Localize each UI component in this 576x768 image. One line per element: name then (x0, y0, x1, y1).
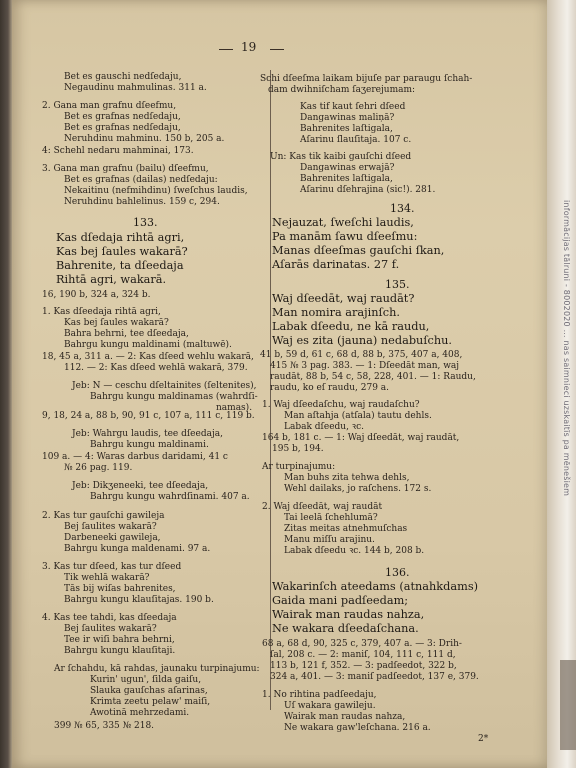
right-text-line: 195 b, 194. (272, 444, 324, 454)
left-text-line: Jeb: N — ceschu dſeltainites (ſeltenites), (72, 381, 257, 391)
left-text-line: Ar ſchahdu, kā rahdas, jaunaku turpinajumu: (54, 664, 260, 674)
left-text-line: Slauka gauſchas aſarinas, (90, 686, 208, 696)
right-text-line: Bahrenites laſtigala, (300, 174, 393, 184)
book-page (12, 0, 547, 768)
left-text-line: 2. Kas tur gauſchi gawileja (42, 511, 165, 521)
right-text-line: 68 a, 68 d, 90, 325 c, 379, 407 a. — 3: Drih- (262, 639, 462, 649)
right-text-line: Manas dſeeſmas gauſchi ſkan, (272, 244, 445, 257)
right-text-line: Aſarinu dſehrajina (sic!). 281. (300, 185, 436, 195)
left-text-line: Bahrgu kunga maldenami. 97 a. (64, 544, 211, 554)
right-text-line: Wairak man raudas nahza, (284, 712, 406, 722)
right-text-line: 2. Waj dſeedāt, waj raudāt (262, 502, 383, 512)
right-text-line: Labak dſeedu, ꝛc. (284, 422, 364, 432)
right-text-line: Ar turpinajumu: (262, 462, 336, 472)
page-number: 19 (241, 40, 257, 54)
right-text-line: 136. (385, 566, 410, 579)
page-number-dash-left (219, 49, 233, 50)
right-text-line: Wehl dailaks, jo raſchens. 172 s. (284, 484, 432, 494)
left-text-line: 133. (133, 216, 158, 229)
left-text-line: 399 № 65, 335 № 218. (54, 721, 155, 731)
left-text-line: Kas bej ſaules wakarā? (64, 318, 169, 328)
right-text-line: 415 № 3 pag. 383. — 1: Dſeedāt man, waj (270, 361, 460, 371)
left-text-line: 109 a. — 4: Waras darbus daridami, 41 c (42, 452, 228, 462)
left-text-line: 18, 45 a, 311 a. — 2: Kas dſeed wehlu wakarā, (42, 352, 254, 362)
right-text-line: Aſarās darinatas. 27 f. (272, 258, 400, 271)
right-text-line: raudāt, 88 b, 54 c, 58, 228, 401. — 1: Raudu, (270, 372, 476, 382)
right-text-line: Manu miſſu arajinu. (284, 535, 375, 545)
right-text-line: Un: Kas tik kaibi gauſchi dſeed (270, 152, 412, 162)
left-text-line: Kurin' ugun', ſilda gaiſu, (90, 675, 202, 685)
right-text-line: Dangawinas erwajā? (300, 163, 395, 173)
right-text-line: 134. (390, 202, 415, 215)
left-text-line: 3. Kas tur dſeed, kas tur dſeed (42, 562, 182, 572)
left-text-line: Bej ſaulites wakarā? (64, 624, 157, 634)
right-text-line: Zitas meitas atnehmuſchas (284, 524, 408, 534)
left-text-line: Bet es grafnas (dailas) nedſedaju: (64, 175, 218, 185)
left-text-line: 16, 190 b, 324 a, 324 b. (42, 290, 151, 300)
left-text-line: Neruhdinu bahlelinus. 159 c, 294. (64, 197, 220, 207)
left-text-line: 4: Schehl nedaru mahminai, 173. (42, 146, 194, 156)
left-text-line: Bahrgu kungu maldinami. (90, 440, 209, 450)
left-text-line: Tik wehlā wakarā? (64, 573, 150, 583)
left-text-line: 2. Gana man grafnu dſeefmu, (42, 101, 177, 111)
left-text-line: № 26 pag. 119. (64, 463, 133, 473)
left-text-line: Kas bej ſaules wakarā? (56, 245, 188, 258)
right-text-line: 41 b, 59 d, 61 c, 68 d, 88 b, 375, 407 a, 408, (260, 350, 463, 360)
left-text-line: Bahrgu kungu wahrdſinami. 407 a. (90, 492, 250, 502)
left-text-line: Darbeneeki gawileja, (64, 533, 161, 543)
right-text-line: Uſ wakara gawileju. (284, 701, 376, 711)
right-text-line: Man buhs zita tehwa dehls, (284, 473, 410, 483)
right-text-line: Schi dſeeſma laikam bijuſe par paraugu ſchah- (260, 74, 473, 84)
left-text-line: 9, 18, 24 a, 88 b, 90, 91 c, 107 a, 111 c, 119 b. (42, 411, 255, 421)
left-text-line: Bet es grafnas nedſedaju, (64, 123, 181, 133)
right-text-line: 1. Waj dſeedaſchu, waj raudaſchu? (262, 400, 420, 410)
left-text-line: Bahrgu kungu klauſitajas. 190 b. (64, 595, 214, 605)
right-text-line: Man nomira arajinſch. (272, 306, 400, 319)
page-number-dash-right (270, 49, 284, 50)
right-text-line: Waj es zita (jauna) nedabuſchu. (272, 334, 452, 347)
right-text-line: 113 b, 121 f, 352. — 3: padſeedot, 322 b, (270, 661, 457, 671)
right-text-line: Waj dſeedāt, waj raudāt? (272, 292, 415, 305)
left-text-line: Bahrgu kungu maldinamas (wahrdſi- (90, 392, 258, 402)
left-text-line: Krimta zeetu pelaw' maiſi, (90, 697, 211, 707)
left-text-line: Bet es gauschi nedſedaju, (64, 72, 182, 82)
right-text-line: Wakarinſch ateedams (atnahkdams) (272, 580, 479, 593)
left-text-line: Kas dſedaja rihtā agri, (56, 231, 185, 244)
right-text-line: Ne wakara gaw'leſchana. 216 a. (284, 723, 431, 733)
left-text-line: 3. Gana man grafnu (bailu) dſeefmu, (42, 164, 209, 174)
left-text-line: Jeb: Dikʒeneeki, tee dſeedaja, (72, 481, 209, 491)
right-text-line: 1. No rihtina padſeedaju, (262, 690, 377, 700)
right-text-line: 164 b, 181 c. — 1: Waj dſeedāt, waj raudāt, (262, 433, 460, 443)
right-text-line: dam dwihniſcham ſaʒerejumam: (268, 85, 416, 95)
left-text-line: 1. Kas dſeedaja rihtā agri, (42, 307, 161, 317)
left-text-line: Nekaitinu (nefmihdinu) ſweſchus laudis, (64, 186, 248, 196)
right-text-line: Ne wakara dſeedaſchana. (272, 622, 419, 635)
right-text-line: 324 a, 401. — 3: maniſ padſeedot, 137 e, 379. (270, 672, 479, 682)
right-text-line: Labak dſeedu, ne kā raudu, (272, 320, 430, 333)
left-text-line: Negaudinu mahmulinas. 311 a. (64, 83, 207, 93)
right-text-line: 135. (385, 278, 410, 291)
right-text-line: Pa manām ſawu dſeeſmu: (272, 230, 418, 243)
left-text-line: Neruhdinu mahminu. 150 b, 205 a. (64, 134, 225, 144)
right-text-line: Aſarinu ſlauſitaja. 107 c. (300, 135, 412, 145)
right-text-line: Gaida mani padſeedam; (272, 594, 409, 607)
left-text-line: Tās bij wiſas bahrenites, (64, 584, 176, 594)
right-text-line: Tai leelā ſchehlumā? (284, 513, 378, 523)
right-text-line: Nejauzat, ſweſchi laudis, (272, 216, 414, 229)
left-text-line: Bet es grafnas nedſedaju, (64, 112, 181, 122)
left-text-line: 4. Kas tee tahdi, kas dſeedaja (42, 613, 177, 623)
right-text-line: Man aſtahja (atſala) tautu dehls. (284, 411, 432, 421)
left-text-line: Awotinā mehrzedami. (90, 708, 190, 718)
left-text-line: Bej ſaulites wakarā? (64, 522, 157, 532)
right-text-line: Wairak man raudas nahza, (272, 608, 425, 621)
left-text-line: Bahrgu kungu klauſitaji. (64, 646, 176, 656)
left-text-line: Tee ir wiſi bahra behrni, (64, 635, 175, 645)
left-text-line: Jeb: Wahrgu laudis, tee dſeedaja, (72, 429, 223, 439)
right-text-line: Dangawinas maliņā? (300, 113, 395, 123)
background-leaflet-text: informācijas tālruni - 8002020 ... nas saimnieci uzskaitīs pa mēnešiem (562, 200, 571, 497)
left-text-line: namas). (216, 403, 253, 413)
right-text-line: ſal, 208 c. — 2: maniſ, 104, 111 c, 111 d, (270, 650, 456, 660)
right-text-line: raudu, ko eſ raudu, 279 a. (270, 383, 390, 393)
left-text-line: 112. — 2: Kas dſeed wehlā wakarā, 379. (64, 363, 248, 373)
right-text-line: Kas tif kaut ſehri dſeed (300, 102, 406, 112)
right-text-line: Labak dſeedu ꝛc. 144 b, 208 b. (284, 546, 425, 556)
left-text-line: Bahrgu kungu maldinami (maltuwē). (64, 340, 232, 350)
left-text-line: Bahrenite, ta dſeedaja (56, 259, 184, 272)
right-text-line: Bahrenites laſtigala, (300, 124, 393, 134)
left-text-line: Rihtā agri, wakarā. (56, 273, 167, 286)
left-text-line: Bahra behrni, tee dſeedaja, (64, 329, 189, 339)
right-text-line: 2* (478, 734, 489, 744)
